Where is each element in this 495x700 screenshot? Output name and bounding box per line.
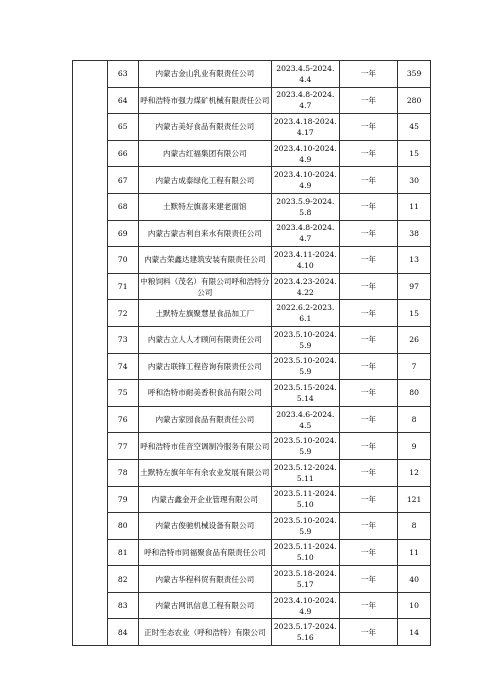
- term-cell: 一年: [339, 326, 397, 353]
- table-row: [73, 459, 431, 486]
- period-cell: 2023.5.15-2024.5.14: [271, 380, 339, 407]
- count-cell: 14: [398, 619, 431, 646]
- term-cell: 一年: [339, 273, 397, 300]
- count-cell: 97: [398, 273, 431, 300]
- term-cell: 一年: [339, 459, 397, 486]
- count-cell: 11: [398, 539, 431, 566]
- row-number-cell: 74: [107, 353, 138, 380]
- period-cell: 2023.5.11-2024.5.10: [271, 486, 339, 513]
- company-name-cell: 土默特左旗聚慧星食品加工厂: [138, 300, 271, 327]
- period-cell: 2023.4.18-2024.4.17: [271, 114, 339, 141]
- count-cell: 38: [398, 220, 431, 247]
- period-cell: 2023.4.8-2024.4.7: [271, 220, 339, 247]
- company-name-cell: 中粮饲料（茂名）有限公司呼和浩特分公司: [138, 273, 271, 300]
- table-row: [73, 167, 431, 194]
- table-row: [73, 140, 431, 167]
- count-cell: 12: [398, 459, 431, 486]
- table-row: [73, 433, 431, 460]
- count-cell: 45: [398, 114, 431, 141]
- row-number-cell: 65: [107, 114, 138, 141]
- count-cell: 8: [398, 406, 431, 433]
- period-cell: 2023.4.6-2024.4.5: [271, 406, 339, 433]
- company-name-cell: 内蒙古红福集团有限公司: [138, 140, 271, 167]
- term-cell: 一年: [339, 353, 397, 380]
- table-row: [73, 193, 431, 220]
- row-number-cell: 73: [107, 326, 138, 353]
- table-row: [73, 114, 431, 141]
- count-cell: 80: [398, 380, 431, 407]
- count-cell: 10: [398, 592, 431, 619]
- company-name-cell: 呼和浩特市强力煤矿机械有限责任公司: [138, 87, 271, 114]
- period-cell: 2023.4.5-2024.4.4: [271, 61, 339, 88]
- table-row: [73, 380, 431, 407]
- company-name-cell: 内蒙古立人人才顾问有限责任公司: [138, 326, 271, 353]
- term-cell: 一年: [339, 619, 397, 646]
- count-cell: 13: [398, 247, 431, 274]
- count-cell: 15: [398, 300, 431, 327]
- row-number-cell: 70: [107, 247, 138, 274]
- term-cell: 一年: [339, 167, 397, 194]
- count-cell: 121: [398, 486, 431, 513]
- count-cell: 30: [398, 167, 431, 194]
- term-cell: 一年: [339, 87, 397, 114]
- table-row: [73, 406, 431, 433]
- table-row: [73, 61, 431, 88]
- merged-category-cell: [73, 61, 108, 646]
- row-number-cell: 71: [107, 273, 138, 300]
- count-cell: 280: [398, 87, 431, 114]
- row-number-cell: 68: [107, 193, 138, 220]
- company-name-cell: 内蒙古鑫金开企业管理有限公司: [138, 486, 271, 513]
- period-cell: 2023.5.10-2024.5.9: [271, 513, 339, 540]
- company-name-cell: 内蒙古华程科贸有限责任公司: [138, 566, 271, 593]
- row-number-cell: 81: [107, 539, 138, 566]
- count-cell: 11: [398, 193, 431, 220]
- row-number-cell: 67: [107, 167, 138, 194]
- row-number-cell: 80: [107, 513, 138, 540]
- row-number-cell: 75: [107, 380, 138, 407]
- period-cell: 2023.4.8-2024.4.7: [271, 87, 339, 114]
- term-cell: 一年: [339, 566, 397, 593]
- company-name-cell: 呼和浩特市耐美香积食品有限公司: [138, 380, 271, 407]
- company-name-cell: 正时生态农业（呼和浩特）有限公司: [138, 619, 271, 646]
- row-number-cell: 64: [107, 87, 138, 114]
- period-cell: 2023.5.17-2024.5.16: [271, 619, 339, 646]
- row-number-cell: 72: [107, 300, 138, 327]
- row-number-cell: 79: [107, 486, 138, 513]
- company-name-cell: 内蒙古美好食品有限责任公司: [138, 114, 271, 141]
- count-cell: 359: [398, 61, 431, 88]
- count-cell: 15: [398, 140, 431, 167]
- term-cell: 一年: [339, 406, 397, 433]
- term-cell: 一年: [339, 433, 397, 460]
- period-cell: 2023.5.10-2024.5.9: [271, 326, 339, 353]
- row-number-cell: 63: [107, 61, 138, 88]
- row-number-cell: 78: [107, 459, 138, 486]
- row-number-cell: 66: [107, 140, 138, 167]
- table-row: [73, 513, 431, 540]
- row-number-cell: 82: [107, 566, 138, 593]
- company-name-cell: 内蒙古俊驰机械设备有限公司: [138, 513, 271, 540]
- count-cell: 26: [398, 326, 431, 353]
- company-name-cell: 呼和浩特市同福聚食品有限责任公司: [138, 539, 271, 566]
- row-number-cell: 84: [107, 619, 138, 646]
- term-cell: 一年: [339, 486, 397, 513]
- company-name-cell: 内蒙古蒙古利自来水有限责任公司: [138, 220, 271, 247]
- term-cell: 一年: [339, 193, 397, 220]
- company-name-cell: 土默特左旗喜来建老面馆: [138, 193, 271, 220]
- table-row: [73, 326, 431, 353]
- period-cell: 2023.4.10-2024.4.9: [271, 167, 339, 194]
- term-cell: 一年: [339, 300, 397, 327]
- table-row: [73, 220, 431, 247]
- row-number-cell: 69: [107, 220, 138, 247]
- count-cell: 8: [398, 513, 431, 540]
- period-cell: 2023.5.12-2024.5.11: [271, 459, 339, 486]
- term-cell: 一年: [339, 247, 397, 274]
- table-row: [73, 87, 431, 114]
- table-body: [73, 61, 431, 646]
- count-cell: 9: [398, 433, 431, 460]
- term-cell: 一年: [339, 513, 397, 540]
- company-name-cell: 内蒙古网讯信息工程有限公司: [138, 592, 271, 619]
- company-name-cell: 内蒙古荣鑫达建筑安装有限责任公司: [138, 247, 271, 274]
- count-cell: 40: [398, 566, 431, 593]
- table-row: [73, 486, 431, 513]
- company-name-cell: 呼和浩特市佳音空调制冷服务有限公司: [138, 433, 271, 460]
- period-cell: 2023.4.11-2024.4.10: [271, 247, 339, 274]
- table-row: [73, 273, 431, 300]
- table-row: [73, 566, 431, 593]
- period-cell: 2023.5.9-2024.5.8: [271, 193, 339, 220]
- period-cell: 2023.4.23-2024.4.22: [271, 273, 339, 300]
- period-cell: 2023.5.11-2024.5.10: [271, 539, 339, 566]
- period-cell: 2023.4.10-2024.4.9: [271, 592, 339, 619]
- company-name-cell: 内蒙古成泰绿化工程有限公司: [138, 167, 271, 194]
- period-cell: 2023.5.10-2024.5.9: [271, 353, 339, 380]
- term-cell: 一年: [339, 592, 397, 619]
- company-name-cell: 内蒙古金山乳业有限责任公司: [138, 61, 271, 88]
- company-name-cell: 内蒙古联锋工程咨询有限责任公司: [138, 353, 271, 380]
- row-number-cell: 83: [107, 592, 138, 619]
- table-row: [73, 592, 431, 619]
- table-row: [73, 353, 431, 380]
- period-cell: 2023.5.10-2024.5.9: [271, 433, 339, 460]
- term-cell: 一年: [339, 140, 397, 167]
- period-cell: 2023.5.18-2024.5.17: [271, 566, 339, 593]
- row-number-cell: 76: [107, 406, 138, 433]
- row-number-cell: 77: [107, 433, 138, 460]
- table-row: [73, 619, 431, 646]
- company-name-cell: 土默特左旗年年有余农业发展有限公司: [138, 459, 271, 486]
- term-cell: 一年: [339, 539, 397, 566]
- period-cell: 2022.6.2-2023.6.1: [271, 300, 339, 327]
- company-name-cell: 内蒙古家园食品有限责任公司: [138, 406, 271, 433]
- table-row: [73, 300, 431, 327]
- term-cell: 一年: [339, 220, 397, 247]
- table-row: [73, 539, 431, 566]
- count-cell: 7: [398, 353, 431, 380]
- term-cell: 一年: [339, 380, 397, 407]
- period-cell: 2023.4.10-2024.4.9: [271, 140, 339, 167]
- term-cell: 一年: [339, 61, 397, 88]
- enterprise-table: [72, 60, 431, 646]
- term-cell: 一年: [339, 114, 397, 141]
- table-row: [73, 247, 431, 274]
